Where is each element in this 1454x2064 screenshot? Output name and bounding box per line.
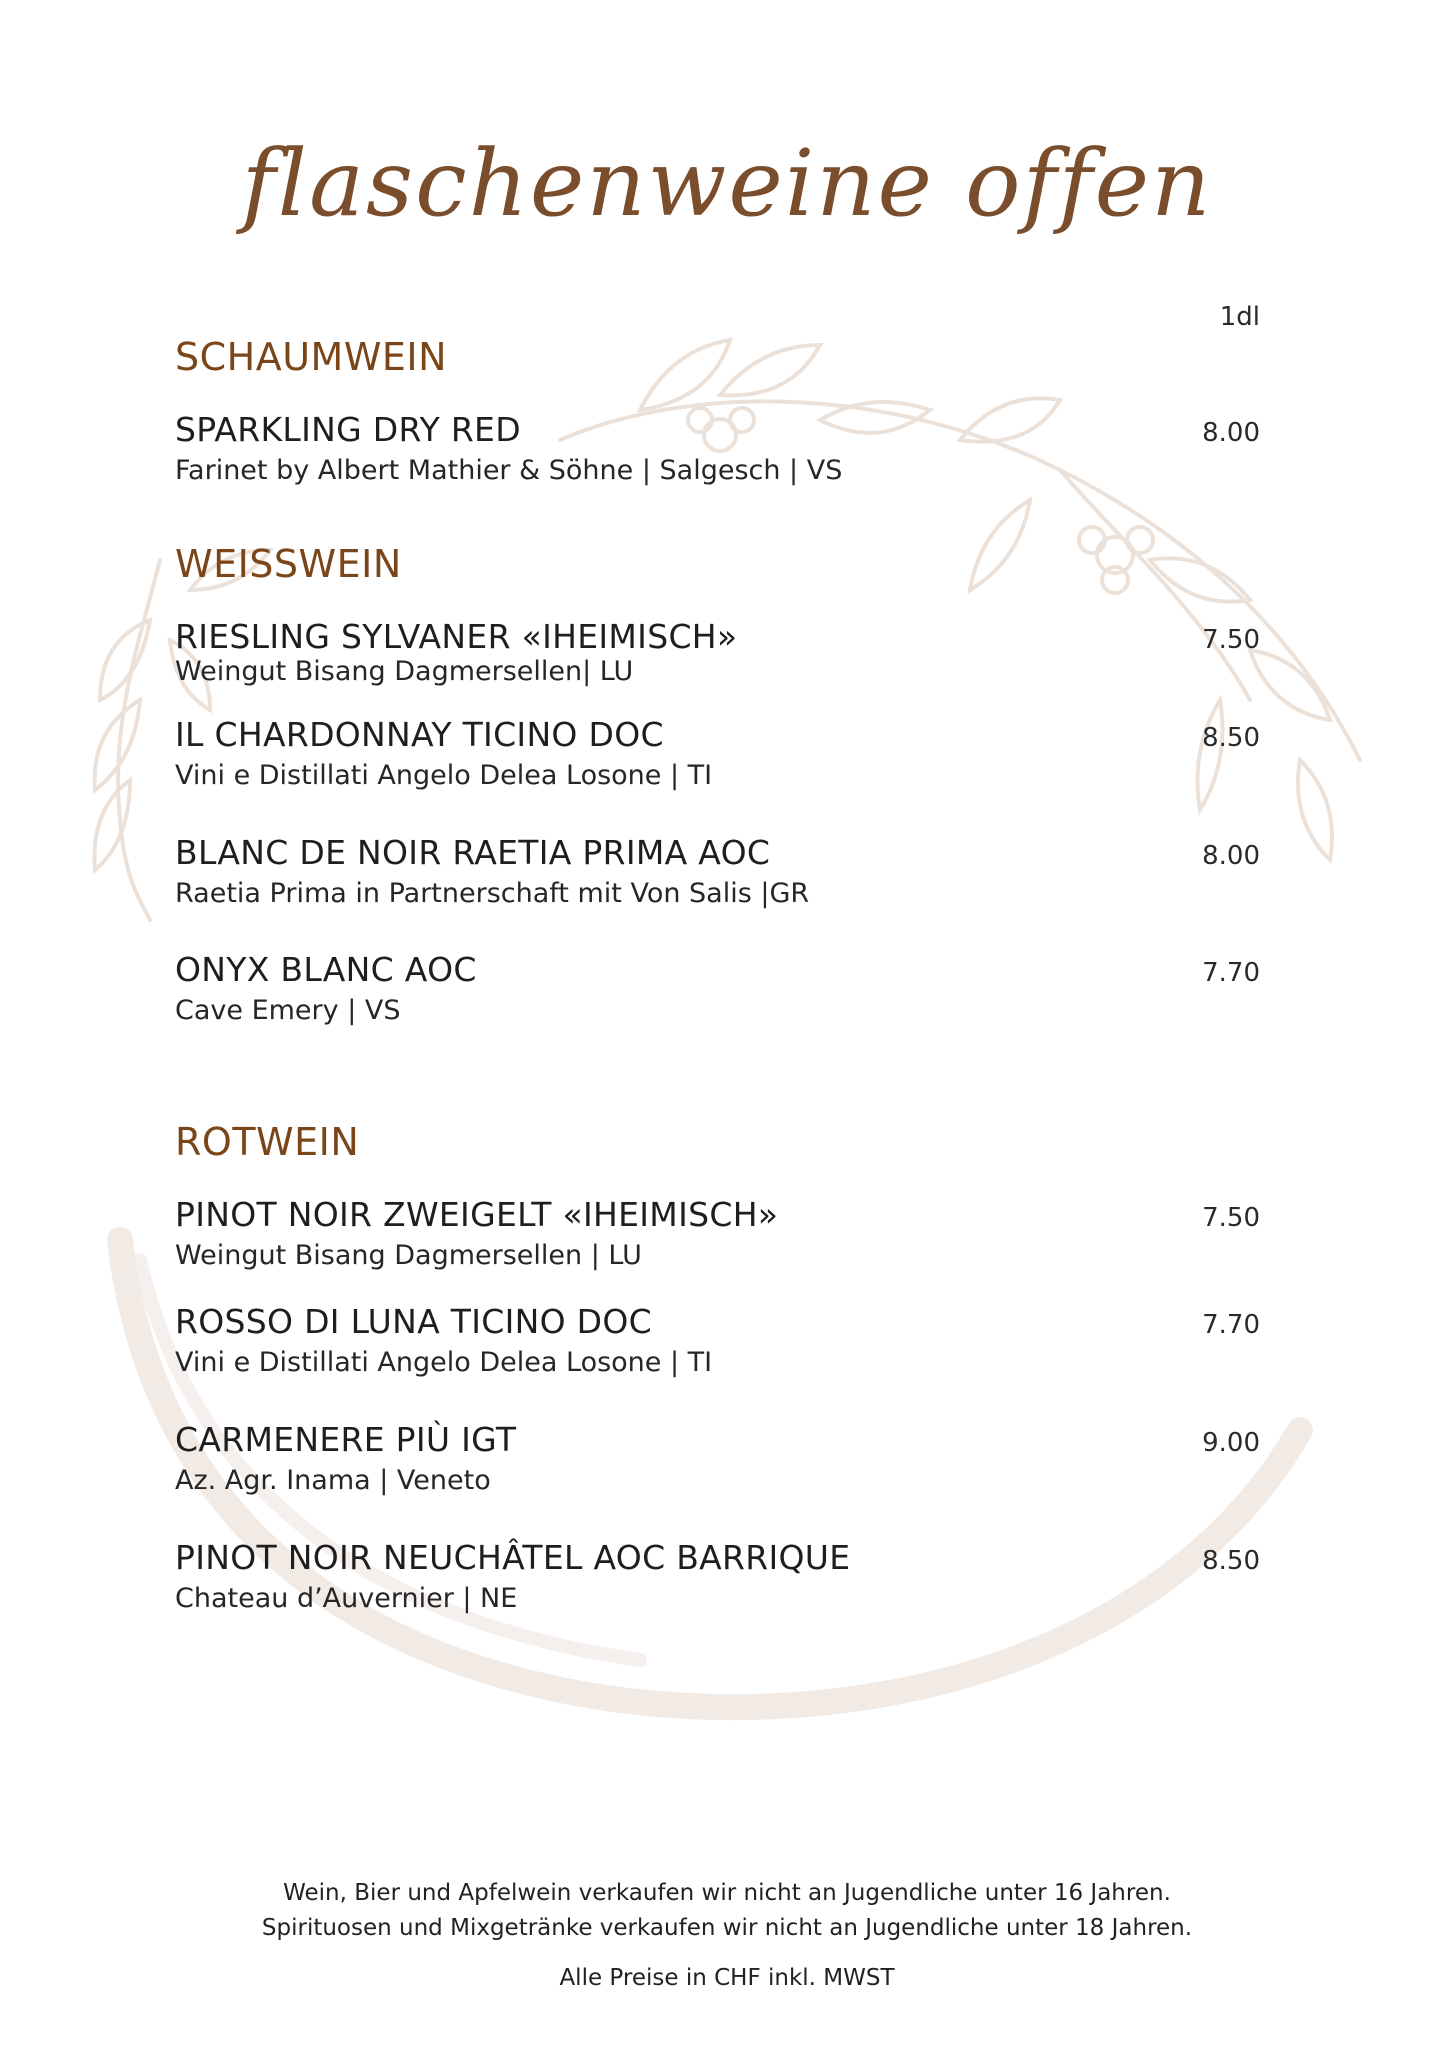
wine-item	[175, 617, 1260, 687]
wine-item	[175, 715, 1260, 791]
wine-price: 7.50	[1202, 625, 1260, 655]
wine-producer: Chateau d’Auvernier | NE	[175, 1583, 518, 1614]
wine-price: 8.00	[1202, 841, 1260, 871]
wine-name: ROSSO DI LUNA TICINO DOC	[175, 1302, 652, 1341]
menu-title: flaschenweine offen	[241, 130, 1213, 237]
wine-item	[175, 1538, 1260, 1614]
wine-producer: Weingut Bisang Dagmersellen| LU	[175, 656, 634, 687]
wine-name: PINOT NOIR NEUCHÂTEL AOC BARRIQUE	[175, 1538, 851, 1577]
section-title-schaumwein: SCHAUMWEIN	[175, 335, 448, 379]
wine-item	[175, 1195, 1260, 1271]
section-title-rotwein: ROTWEIN	[175, 1120, 360, 1164]
wine-price: 7.50	[1202, 1203, 1260, 1233]
wine-price: 7.70	[1202, 958, 1260, 988]
footer-age-notice-18: Spirituosen und Mixgetränke verkaufen wir nicht an Jugendliche unter 18 Jahren.	[261, 1915, 1193, 1941]
section-title-weisswein: WEISSWEIN	[175, 542, 402, 586]
wine-name: ONYX BLANC AOC	[175, 950, 477, 989]
price-unit-label: 1dl	[1219, 302, 1260, 332]
wine-name: BLANC DE NOIR RAETIA PRIMA AOC	[175, 833, 771, 872]
wine-name: RIESLING SYLVANER «IHEIMISCH»	[175, 617, 738, 656]
wine-item	[175, 410, 1260, 486]
wine-name: CARMENERE PIÙ IGT	[175, 1420, 517, 1459]
wine-name: PINOT NOIR ZWEIGELT «IHEIMISCH»	[175, 1195, 779, 1234]
wine-producer: Farinet by Albert Mathier & Söhne | Salgesch | VS	[175, 455, 843, 486]
wine-producer: Weingut Bisang Dagmersellen | LU	[175, 1240, 642, 1271]
wine-item	[175, 833, 1260, 909]
wine-producer: Vini e Distillati Angelo Delea Losone | TI	[175, 760, 713, 791]
wine-price: 9.00	[1202, 1428, 1260, 1458]
wine-item	[175, 1420, 1260, 1496]
footer-price-note: Alle Preise in CHF inkl. MWST	[559, 1965, 895, 1991]
wine-name: SPARKLING DRY RED	[175, 410, 521, 449]
wine-producer: Vini e Distillati Angelo Delea Losone | TI	[175, 1347, 713, 1378]
wine-producer: Raetia Prima in Partnerschaft mit Von Salis |GR	[175, 878, 810, 909]
wine-producer: Cave Emery | VS	[175, 995, 401, 1026]
wine-name: IL CHARDONNAY TICINO DOC	[175, 715, 664, 754]
wine-item	[175, 1302, 1260, 1378]
wine-price: 8.00	[1202, 418, 1260, 448]
wine-price: 8.50	[1202, 723, 1260, 753]
wine-item	[175, 950, 1260, 1026]
footer-age-notice-16: Wein, Bier und Apfelwein verkaufen wir nicht an Jugendliche unter 16 Jahren.	[283, 1880, 1171, 1906]
wine-producer: Az. Agr. Inama | Veneto	[175, 1465, 491, 1496]
wine-price: 8.50	[1202, 1546, 1260, 1576]
wine-price: 7.70	[1202, 1310, 1260, 1340]
